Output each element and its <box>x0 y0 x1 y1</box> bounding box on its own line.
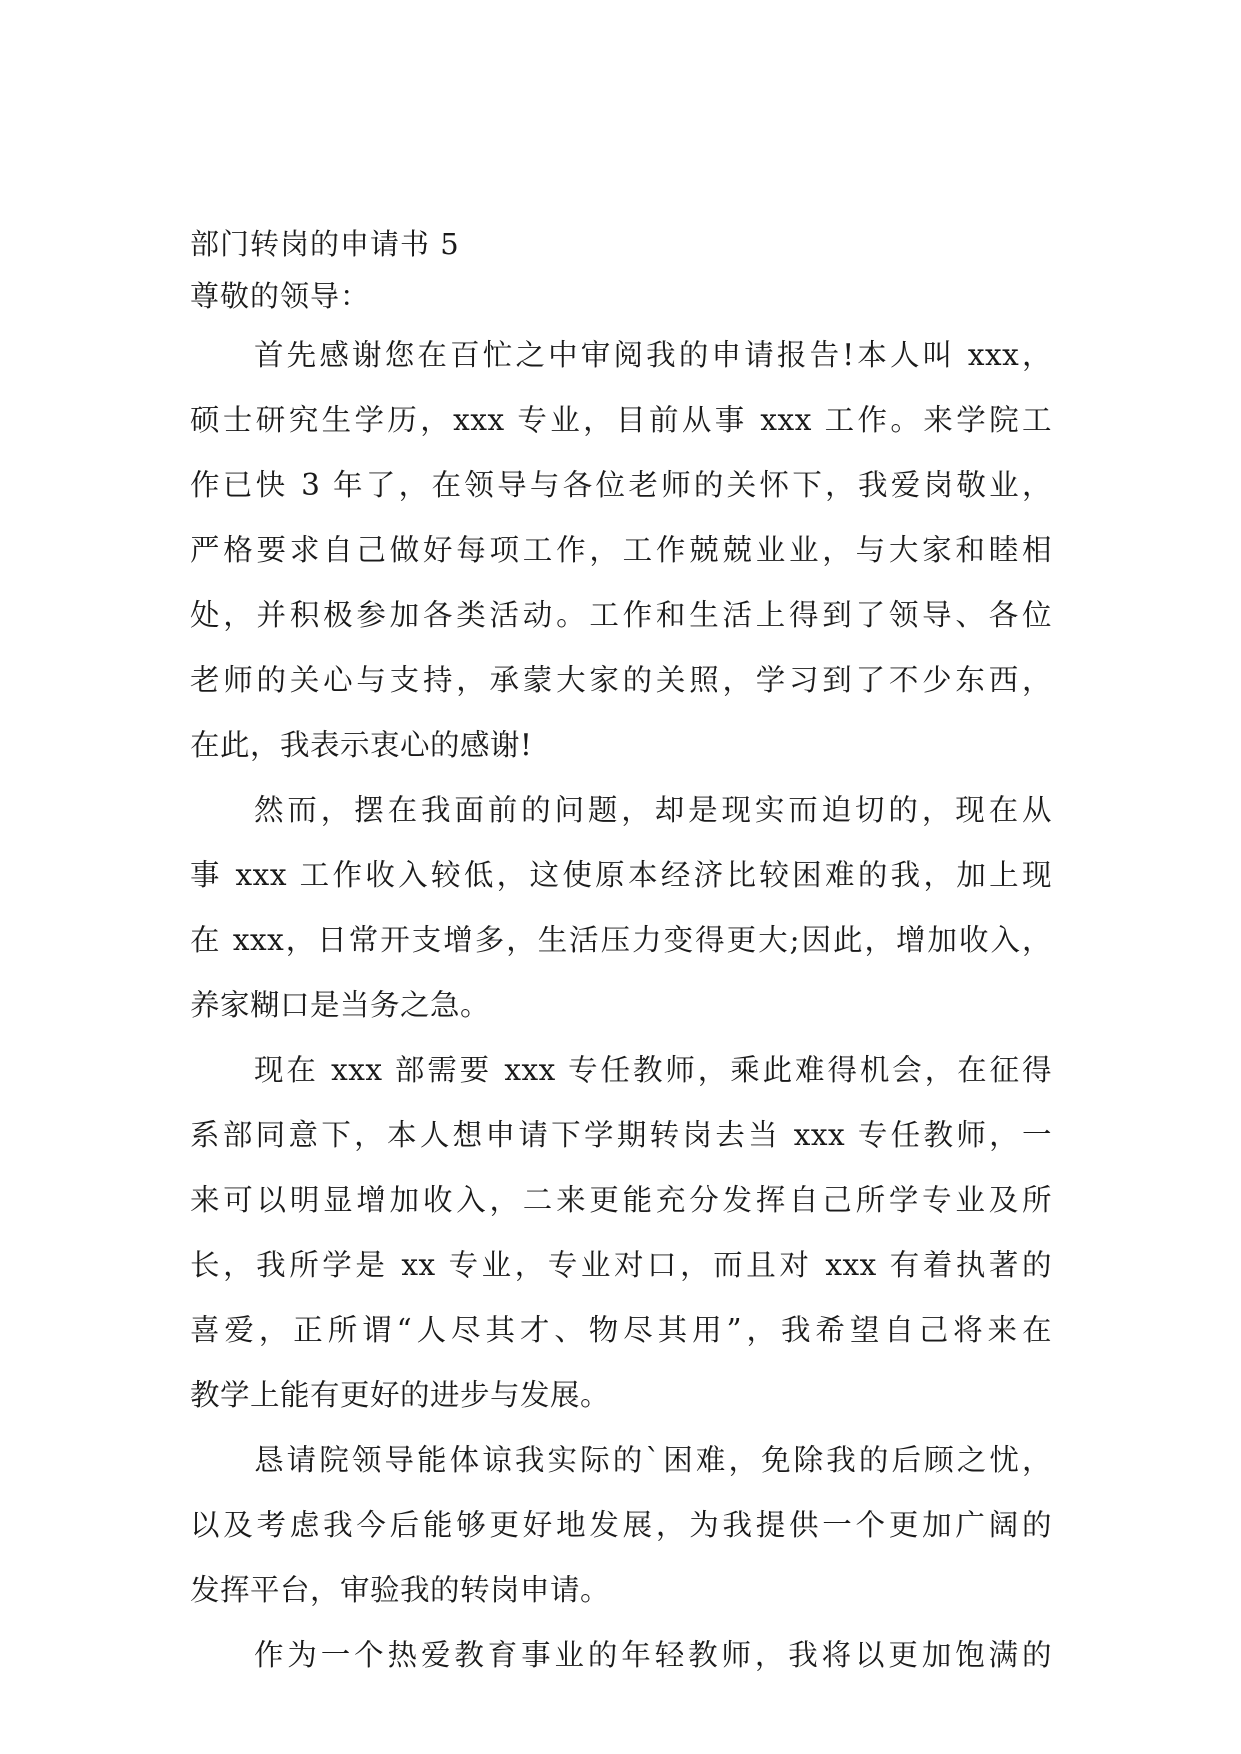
paragraph-line: 硕士研究生学历，xxx 专业，目前从事 xxx 工作。来学院工 <box>190 403 1052 437</box>
paragraph <box>190 1633 1052 1698</box>
paragraph-line: 老师的关心与支持，承蒙大家的关照，学习到了不少东西， <box>190 663 1052 697</box>
paragraph-line: 首先感谢您在百忙之中审阅我的申请报告!本人叫 xxx， <box>254 338 1052 372</box>
paragraphs <box>190 333 1052 1698</box>
paragraph-line: 作已快 3 年了，在领导与各位老师的关怀下，我爱岗敬业， <box>190 468 1052 502</box>
paragraph-line: 然而，摆在我面前的问题，却是现实而迫切的，现在从 <box>254 793 1052 827</box>
document-body <box>190 222 1052 1698</box>
paragraph-line: 在此，我表示衷心的感谢! <box>190 728 533 762</box>
paragraph-line: 系部同意下，本人想申请下学期转岗去当 xxx 专任教师，一 <box>190 1118 1052 1152</box>
paragraph-line: 以及考虑我今后能够更好地发展，为我提供一个更加广阔的 <box>190 1508 1052 1542</box>
paragraph-line: 作为一个热爱教育事业的年轻教师，我将以更加饱满的 <box>254 1638 1052 1672</box>
paragraph <box>190 1048 1052 1438</box>
paragraph-line: 养家糊口是当务之急。 <box>190 988 491 1022</box>
paragraph-line: 现在 xxx 部需要 xxx 专任教师，乘此难得机会，在征得 <box>254 1053 1052 1087</box>
paragraph-line: 严格要求自己做好每项工作，工作兢兢业业，与大家和睦相 <box>190 533 1052 567</box>
paragraph-line: 长，我所学是 xx 专业，专业对口，而且对 xxx 有着执著的 <box>190 1248 1052 1282</box>
paragraph-line: 来可以明显增加收入，二来更能充分发挥自己所学专业及所 <box>190 1183 1052 1217</box>
salutation: 尊敬的领导： <box>190 279 371 313</box>
paragraph-line: 在 xxx，日常开支增多，生活压力变得更大;因此，增加收入， <box>190 923 1052 957</box>
paragraph-line: 事 xxx 工作收入较低，这使原本经济比较困难的我，加上现 <box>190 858 1052 892</box>
paragraph-line: 教学上能有更好的进步与发展。 <box>190 1378 611 1412</box>
paragraph-line: 处，并积极参加各类活动。工作和生活上得到了领导、各位 <box>190 598 1052 632</box>
paragraph-line: 发挥平台，审验我的转岗申请。 <box>190 1573 611 1607</box>
paragraph <box>190 788 1052 1048</box>
paragraph-line: 恳请院领导能体谅我实际的`困难，免除我的后顾之忧， <box>254 1443 1052 1477</box>
paragraph <box>190 333 1052 788</box>
paragraph <box>190 1438 1052 1633</box>
paragraph-line: 喜爱，正所谓“人尽其才、物尽其用”，我希望自己将来在 <box>190 1313 1052 1347</box>
document-title: 部门转岗的申请书 5 <box>190 227 460 261</box>
